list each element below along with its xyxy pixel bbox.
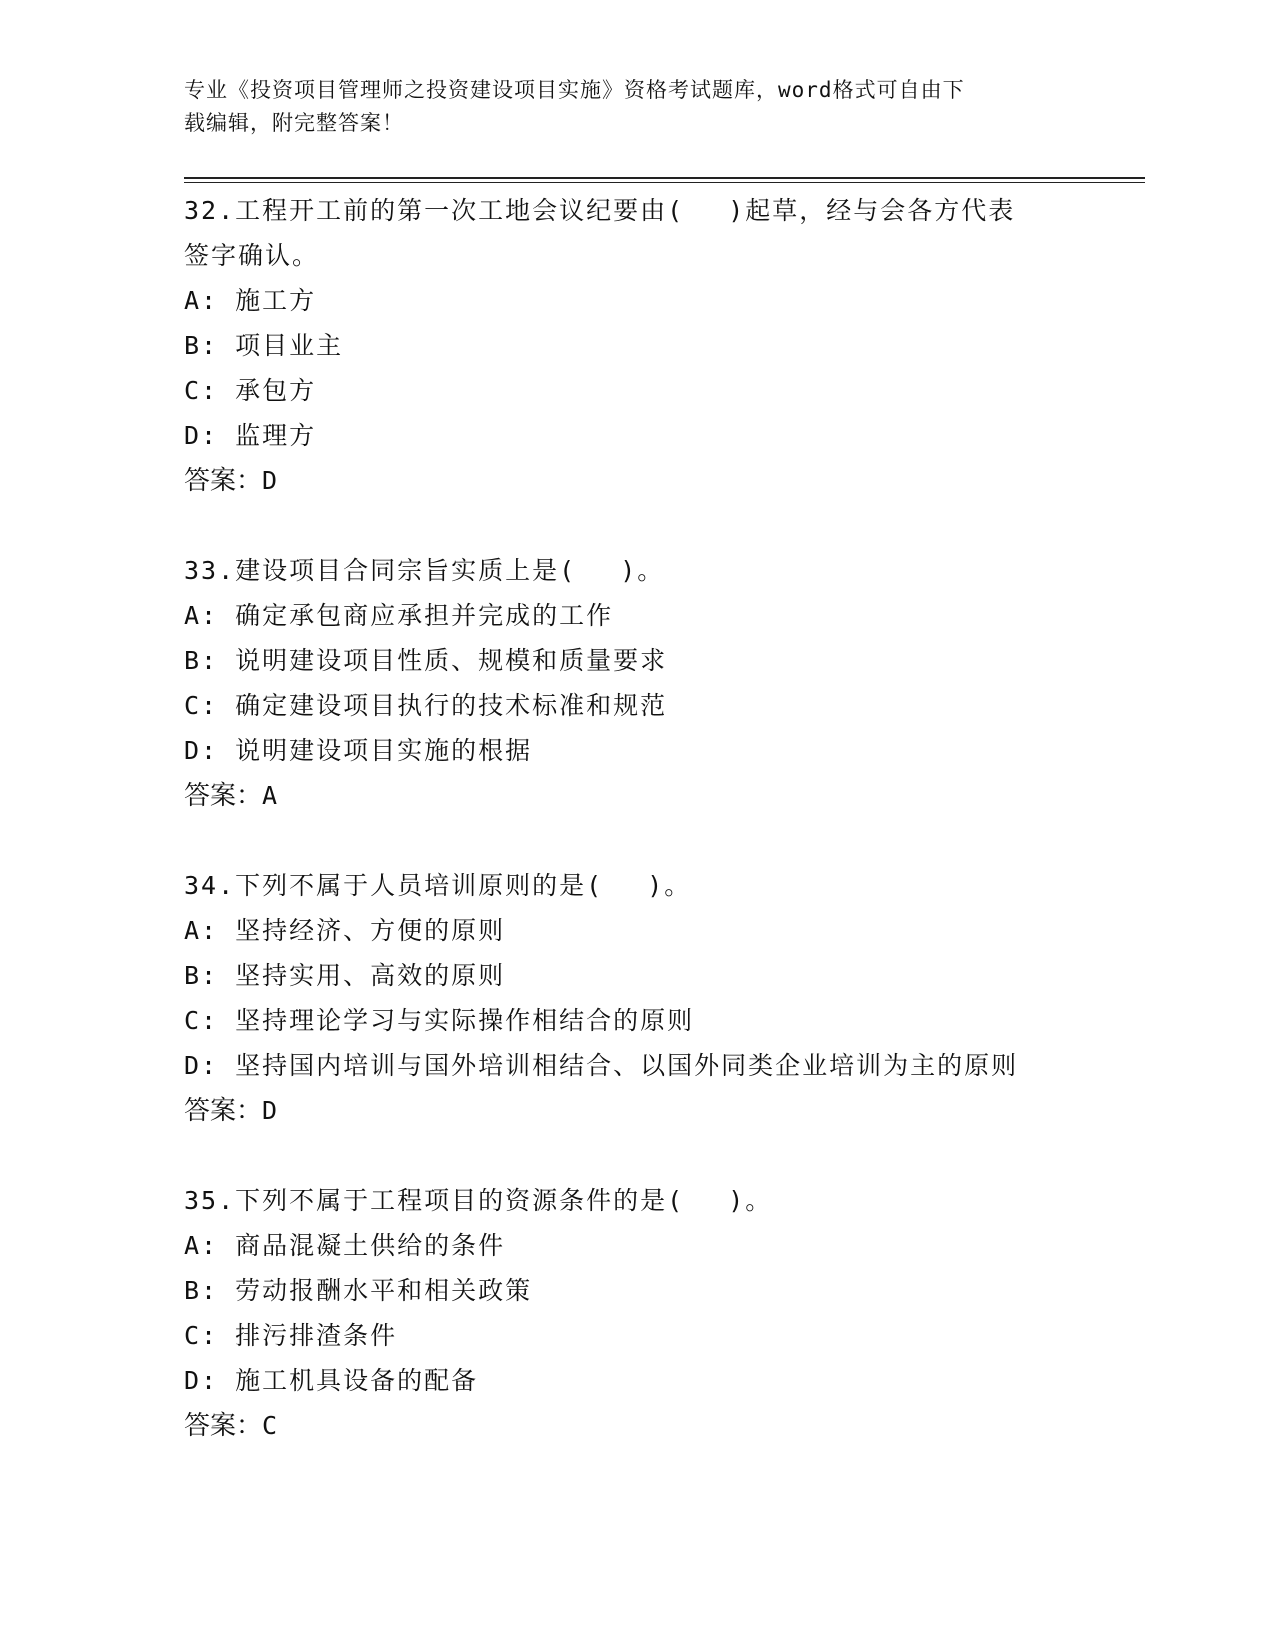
answer-line	[184, 458, 1144, 504]
option-b: B: 说明建设项目性质、规模和质量要求	[184, 646, 668, 675]
answer-value: A	[262, 781, 278, 810]
question-spacer	[184, 504, 1144, 546]
answer-value: D	[262, 1096, 278, 1125]
header-line-2: 载编辑，附完整答案！	[184, 111, 404, 135]
option-c: C: 确定建设项目执行的技术标准和规范	[184, 691, 668, 720]
option-c: C: 坚持理论学习与实际操作相结合的原则	[184, 1006, 695, 1035]
header-divider-thin	[184, 182, 1145, 183]
answer-line	[184, 773, 1144, 819]
option-c: C: 承包方	[184, 376, 317, 405]
header-line-1: 专业《投资项目管理师之投资建设项目实施》资格考试题库，word格式可自由下	[184, 78, 965, 102]
option-d: D: 说明建设项目实施的根据	[184, 736, 533, 765]
question-text-line: 32.工程开工前的第一次工地会议纪要由( )起草，经与会各方代表	[184, 196, 1016, 225]
question-text-line: 34.下列不属于人员培训原则的是( )。	[184, 871, 692, 900]
question-item	[184, 546, 1144, 819]
document-header	[184, 74, 1064, 140]
option-a: A: 坚持经济、方便的原则	[184, 916, 506, 945]
answer-label: 答案：	[184, 781, 263, 811]
option-d: D: 坚持国内培训与国外培训相结合、以国外同类企业培训为主的原则	[184, 1051, 1019, 1080]
question-text-line: 35.下列不属于工程项目的资源条件的是( )。	[184, 1186, 773, 1215]
option-a: A: 确定承包商应承担并完成的工作	[184, 601, 614, 630]
option-d: D: 施工机具设备的配备	[184, 1366, 479, 1395]
answer-value: C	[262, 1411, 278, 1440]
answer-label: 答案：	[184, 466, 263, 496]
question-list	[184, 186, 1144, 1449]
question-text	[184, 546, 1144, 593]
answer-line	[184, 1403, 1144, 1449]
question-text	[184, 1176, 1144, 1223]
option-b: B: 劳动报酬水平和相关政策	[184, 1276, 533, 1305]
question-text-line: 33.建设项目合同宗旨实质上是( )。	[184, 556, 665, 585]
option-a: A: 商品混凝土供给的条件	[184, 1231, 506, 1260]
option-c: C: 排污排渣条件	[184, 1321, 398, 1350]
header-divider-thick	[184, 177, 1145, 179]
question-item	[184, 1176, 1144, 1449]
answer-line	[184, 1088, 1144, 1134]
option-d: D: 监理方	[184, 421, 317, 450]
question-item	[184, 861, 1144, 1134]
answer-label: 答案：	[184, 1096, 263, 1126]
question-item	[184, 186, 1144, 504]
question-spacer	[184, 1134, 1144, 1176]
question-text	[184, 186, 1144, 278]
question-spacer	[184, 819, 1144, 861]
option-a: A: 施工方	[184, 286, 317, 315]
question-text-line: 签字确认。	[184, 241, 320, 270]
answer-value: D	[262, 466, 278, 495]
option-b: B: 坚持实用、高效的原则	[184, 961, 506, 990]
question-text	[184, 861, 1144, 908]
answer-label: 答案：	[184, 1411, 263, 1441]
option-b: B: 项目业主	[184, 331, 344, 360]
